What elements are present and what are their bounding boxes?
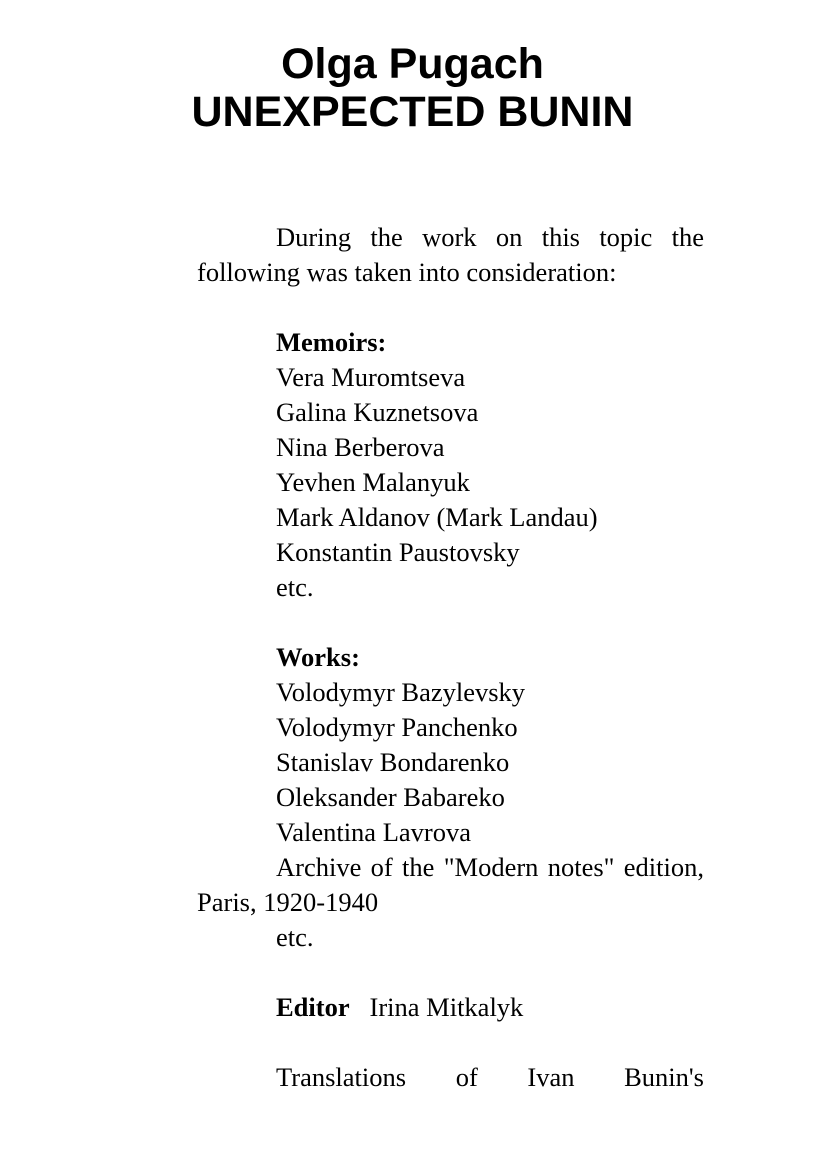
memoirs-section — [197, 325, 704, 605]
list-item: Volodymyr Bazylevsky — [276, 677, 526, 707]
author-name: Olga Pugach — [281, 40, 544, 88]
works-heading: Works: — [276, 642, 360, 672]
translations-paragraph: Translations of Ivan Bunin's — [276, 1062, 704, 1092]
list-item: etc. — [276, 922, 314, 952]
editor-line — [197, 990, 704, 1025]
memoirs-heading: Memoirs: — [276, 327, 387, 357]
works-section — [197, 640, 704, 955]
editor-name: Irina Mitkalyk — [369, 992, 524, 1022]
list-item: Yevhen Malanyuk — [276, 467, 470, 497]
list-item: Nina Berberova — [276, 432, 445, 462]
list-item: Valentina Lavrova — [276, 817, 471, 847]
list-item: Konstantin Paustovsky — [276, 537, 520, 567]
list-item: Oleksander Babareko — [276, 782, 505, 812]
spacer — [197, 290, 704, 325]
document-title — [0, 40, 827, 136]
list-item: Vera Muromtseva — [276, 362, 466, 392]
list-item: Volodymyr Panchenko — [276, 712, 518, 742]
spacer — [197, 955, 704, 990]
document-body — [197, 220, 704, 1095]
editor-label: Editor — [276, 992, 350, 1022]
intro-paragraph: During the work on this topic the following was taken into consideration: — [197, 222, 704, 287]
list-item: Stanislav Bondarenko — [276, 747, 510, 777]
book-title: UNEXPECTED BUNIN — [191, 88, 634, 136]
spacer — [197, 605, 704, 640]
list-item: Galina Kuznetsova — [276, 397, 479, 427]
list-item: etc. — [276, 572, 314, 602]
list-item: Mark Aldanov (Mark Landau) — [276, 502, 598, 532]
spacer — [197, 1025, 704, 1060]
archive-entry: Archive of the "Modern notes" edition, Paris, 1920-1940 — [197, 852, 704, 917]
